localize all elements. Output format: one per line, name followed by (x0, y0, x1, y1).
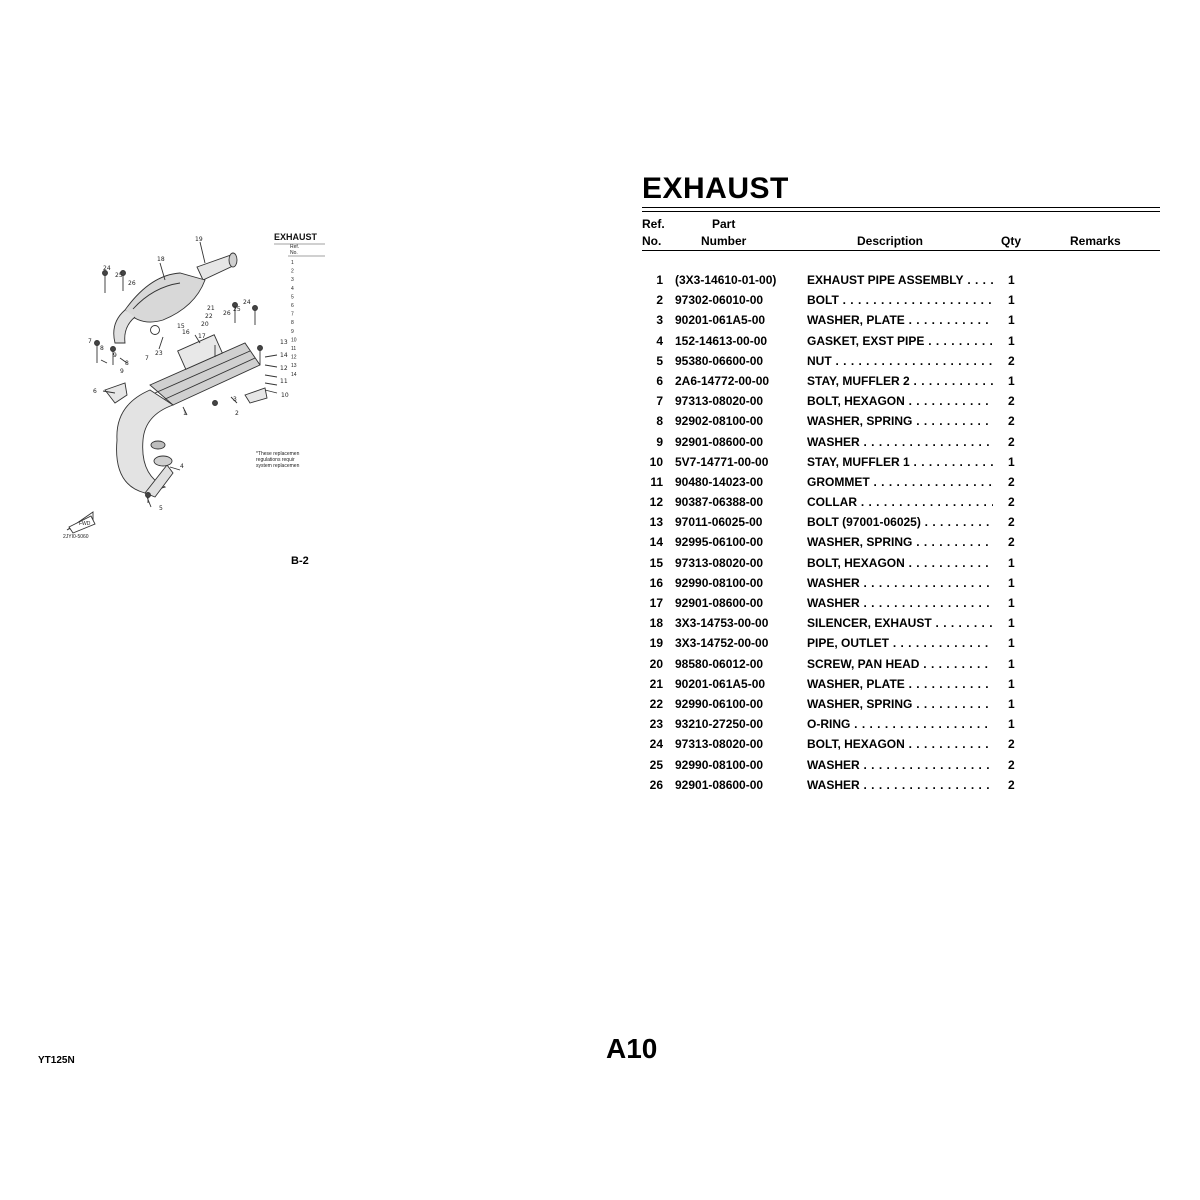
svg-text:5: 5 (159, 505, 163, 512)
svg-text:21: 21 (207, 305, 215, 312)
parts-row (642, 475, 1160, 495)
part-number: 97011-06025-00 (675, 515, 763, 530)
parts-row (642, 697, 1160, 717)
parts-row (642, 313, 1160, 333)
part-ref: 12 (649, 495, 663, 510)
part-ref: 4 (656, 333, 663, 348)
part-description: EXHAUST PIPE ASSEMBLY . . . (807, 273, 993, 287)
part-qty: 2 (1008, 777, 1015, 792)
part-ref: 16 (649, 575, 663, 590)
part-qty: 2 (1008, 474, 1015, 489)
svg-text:22: 22 (205, 313, 213, 320)
header-description: Description (857, 234, 924, 248)
diagram-thumb-no: No. (290, 250, 298, 256)
part-ref: 9 (656, 434, 663, 449)
part-number: 92901-08600-00 (675, 777, 764, 792)
thumb-ref: 14 (291, 371, 297, 378)
part-number: 90201-061A5-00 (675, 313, 766, 328)
svg-text:24: 24 (103, 265, 111, 272)
part-ref: 14 (649, 535, 663, 550)
title-rule (642, 211, 1160, 212)
parts-row (642, 354, 1160, 374)
part-ref: 20 (649, 656, 663, 671)
thumb-ref: 8 (291, 320, 294, 327)
part-qty: 1 (1008, 373, 1015, 388)
parts-row (642, 293, 1160, 313)
part-ref: 6 (656, 373, 663, 388)
parts-row (642, 334, 1160, 354)
part-number: 97313-08020-00 (675, 737, 764, 752)
part-description: WASHER, SPRING . . . (807, 414, 993, 428)
diagram-thumb-ref: Ref. (290, 244, 300, 250)
part-ref: 3 (656, 313, 663, 328)
header-remarks: Remarks (1070, 234, 1121, 248)
part-number: 92901-08600-00 (675, 596, 764, 610)
part-description: WASHER . . . (807, 758, 993, 772)
part-description: BOLT, HEXAGON . . . (807, 737, 993, 751)
parts-row (642, 677, 1160, 697)
thumb-ref: 11 (291, 346, 297, 352)
svg-text:8: 8 (100, 345, 104, 352)
svg-text:18: 18 (157, 256, 165, 263)
title-rule (642, 207, 1160, 208)
part-qty: 1 (1008, 596, 1015, 610)
part-description: SILENCER, EXHAUST . . . (807, 616, 993, 630)
part-description: SCREW, PAN HEAD . . . (807, 657, 993, 671)
diagram-note-line: *These replacemen (256, 451, 300, 457)
part-number: 5V7-14771-00-00 (675, 454, 769, 469)
part-qty: 1 (1008, 676, 1015, 691)
svg-text:24: 24 (243, 299, 251, 306)
part-description: STAY, MUFFLER 1 . . . (807, 455, 993, 469)
part-description: STAY, MUFFLER 2 . . . (807, 374, 993, 388)
diagram-reference-code: B-2 (291, 555, 309, 567)
part-number: 97313-08020-00 (675, 555, 764, 570)
part-ref: 22 (649, 696, 663, 711)
header-ref: Ref. (642, 217, 665, 231)
part-number: 97313-08020-00 (675, 394, 764, 409)
thumb-ref: 6 (291, 303, 294, 309)
parts-row (642, 576, 1160, 596)
svg-text:7: 7 (88, 338, 92, 345)
svg-text:13: 13 (280, 339, 288, 346)
part-ref: 23 (649, 717, 663, 732)
parts-row (642, 273, 1160, 293)
part-number: (3X3-14610-01-00) (675, 273, 777, 287)
part-qty: 1 (1008, 575, 1015, 590)
part-description: WASHER . . . (807, 576, 993, 590)
thumb-ref: 10 (291, 337, 297, 344)
thumb-ref: 4 (291, 285, 294, 292)
svg-text:19: 19 (195, 236, 203, 243)
part-number: 2A6-14772-00-00 (675, 373, 770, 388)
svg-text:1: 1 (183, 410, 187, 417)
header-part: Part (712, 217, 736, 231)
parts-row (642, 515, 1160, 535)
svg-text:2: 2 (235, 410, 239, 417)
part-description: WASHER . . . (807, 596, 993, 610)
svg-text:12: 12 (280, 365, 288, 372)
parts-list (642, 273, 1160, 798)
thumb-ref: 2 (291, 268, 294, 275)
thumb-ref: 1 (291, 260, 294, 266)
part-description: BOLT (97001-06025) . . . (807, 515, 993, 529)
svg-text:6: 6 (93, 388, 97, 395)
part-description: WASHER, SPRING . . . (807, 535, 993, 549)
svg-text:23: 23 (155, 350, 163, 357)
part-description: GROMMET . . . (807, 475, 993, 489)
part-qty: 1 (1008, 293, 1015, 308)
page-number: A10 (606, 1033, 658, 1064)
part-number: 152-14613-00-00 (675, 333, 768, 348)
column-headers (642, 216, 1160, 251)
svg-text:15: 15 (177, 323, 185, 330)
part-description: WASHER . . . (807, 435, 993, 449)
thumb-ref: 13 (291, 363, 297, 370)
part-qty: 1 (1008, 313, 1015, 328)
part-description: WASHER, PLATE . . . (807, 677, 993, 691)
part-number: 92990-06100-00 (675, 696, 764, 711)
svg-text:9: 9 (113, 352, 117, 359)
part-ref: 13 (649, 515, 663, 530)
fwd-arrow-label: FWD (79, 521, 91, 527)
svg-text:14: 14 (280, 352, 288, 359)
parts-row (642, 657, 1160, 677)
svg-text:8: 8 (125, 360, 129, 367)
part-description: WASHER . . . (807, 778, 993, 792)
part-qty: 1 (1008, 616, 1015, 631)
part-qty: 1 (1008, 636, 1015, 651)
part-ref: 5 (656, 353, 663, 368)
svg-text:26: 26 (223, 310, 231, 317)
exploded-view-diagram (55, 225, 325, 545)
svg-text:25: 25 (115, 272, 123, 279)
part-qty: 1 (1008, 656, 1015, 671)
part-description: PIPE, OUTLET . . . (807, 636, 993, 650)
parts-row (642, 717, 1160, 737)
parts-row (642, 596, 1160, 616)
part-number: 92990-08100-00 (675, 575, 764, 590)
parts-row (642, 374, 1160, 394)
part-number: 92902-08100-00 (675, 414, 764, 429)
part-ref: 21 (649, 676, 663, 691)
part-number: 90201-061A5-00 (675, 676, 766, 691)
thumb-ref: 7 (291, 311, 294, 318)
model-code: YT125N (38, 1055, 75, 1066)
part-ref: 8 (656, 414, 663, 429)
part-qty: 1 (1008, 717, 1015, 732)
part-ref: 17 (649, 596, 663, 610)
part-qty: 2 (1008, 414, 1015, 429)
part-qty: 1 (1008, 273, 1015, 287)
svg-text:16: 16 (182, 329, 190, 336)
part-qty: 1 (1008, 333, 1015, 348)
part-description: BOLT . . . (807, 293, 993, 307)
diagram-drawing-code: 2JYI0-5060 (63, 534, 89, 540)
part-ref: 1 (656, 273, 663, 287)
parts-row (642, 636, 1160, 656)
part-qty: 2 (1008, 353, 1015, 368)
part-qty: 1 (1008, 454, 1015, 469)
part-description: WASHER, PLATE . . . (807, 313, 993, 327)
part-qty: 2 (1008, 434, 1015, 449)
part-number: 3X3-14752-00-00 (675, 636, 769, 651)
header-qty: Qty (1001, 234, 1022, 248)
svg-text:17: 17 (198, 333, 206, 340)
part-qty: 2 (1008, 535, 1015, 550)
svg-text:3: 3 (233, 396, 237, 403)
part-description: NUT . . . (807, 354, 993, 368)
parts-row (642, 758, 1160, 778)
svg-text:9: 9 (120, 368, 124, 375)
thumb-ref: 3 (291, 277, 294, 284)
part-ref: 24 (649, 737, 663, 752)
part-number: 98580-06012-00 (675, 656, 764, 671)
part-qty: 2 (1008, 394, 1015, 409)
part-qty: 2 (1008, 737, 1015, 752)
parts-row (642, 435, 1160, 455)
part-number: 3X3-14753-00-00 (675, 616, 769, 631)
part-qty: 2 (1008, 495, 1015, 510)
part-description: COLLAR . . . (807, 495, 993, 509)
page-title: EXHAUST (642, 172, 789, 205)
thumb-ref: 12 (291, 354, 297, 361)
part-number: 93210-27250-00 (675, 717, 764, 732)
part-qty: 2 (1008, 757, 1015, 772)
svg-text:26: 26 (128, 280, 136, 287)
header-no: No. (642, 234, 662, 248)
part-number: 92990-08100-00 (675, 757, 764, 772)
part-ref: 2 (656, 293, 663, 308)
part-ref: 26 (649, 777, 663, 792)
part-qty: 1 (1008, 555, 1015, 570)
header-number: Number (701, 234, 747, 248)
part-description: WASHER, SPRING . . . (807, 697, 993, 711)
part-number: 95380-06600-00 (675, 353, 764, 368)
part-description: O-RING . . . (807, 717, 993, 731)
thumb-ref: 9 (291, 328, 294, 335)
parts-row (642, 778, 1160, 798)
part-qty: 2 (1008, 515, 1015, 530)
part-number: 92995-06100-00 (675, 535, 764, 550)
part-ref: 18 (649, 616, 663, 631)
part-description: GASKET, EXST PIPE . . . (807, 334, 993, 348)
part-number: 90387-06388-00 (675, 495, 764, 510)
parts-row (642, 495, 1160, 515)
part-ref: 10 (649, 454, 663, 469)
svg-text:11: 11 (280, 378, 288, 385)
diagram-thumb-title: EXHAUST (274, 232, 318, 242)
parts-row (642, 616, 1160, 636)
part-ref: 7 (656, 394, 663, 409)
part-description: BOLT, HEXAGON . . . (807, 394, 993, 408)
parts-row (642, 737, 1160, 757)
diagram-note-line: system replacemen (256, 463, 300, 469)
parts-row (642, 556, 1160, 576)
parts-row (642, 455, 1160, 475)
parts-row (642, 394, 1160, 414)
thumb-ref: 5 (291, 294, 294, 301)
part-ref: 11 (650, 474, 663, 489)
svg-text:20: 20 (201, 321, 209, 328)
parts-row (642, 414, 1160, 434)
svg-text:25: 25 (233, 306, 241, 313)
part-ref: 19 (649, 636, 663, 651)
part-ref: 25 (649, 757, 663, 772)
part-ref: 15 (649, 555, 663, 570)
parts-row (642, 535, 1160, 555)
diagram-note-line: regulations requir (256, 457, 295, 463)
part-description: BOLT, HEXAGON . . . (807, 556, 993, 570)
part-number: 92901-08600-00 (675, 434, 764, 449)
part-number: 97302-06010-00 (675, 293, 764, 308)
part-qty: 1 (1008, 696, 1015, 711)
svg-text:4: 4 (180, 463, 184, 470)
svg-text:7: 7 (145, 355, 149, 362)
svg-text:10: 10 (281, 392, 289, 399)
part-number: 90480-14023-00 (675, 474, 764, 489)
